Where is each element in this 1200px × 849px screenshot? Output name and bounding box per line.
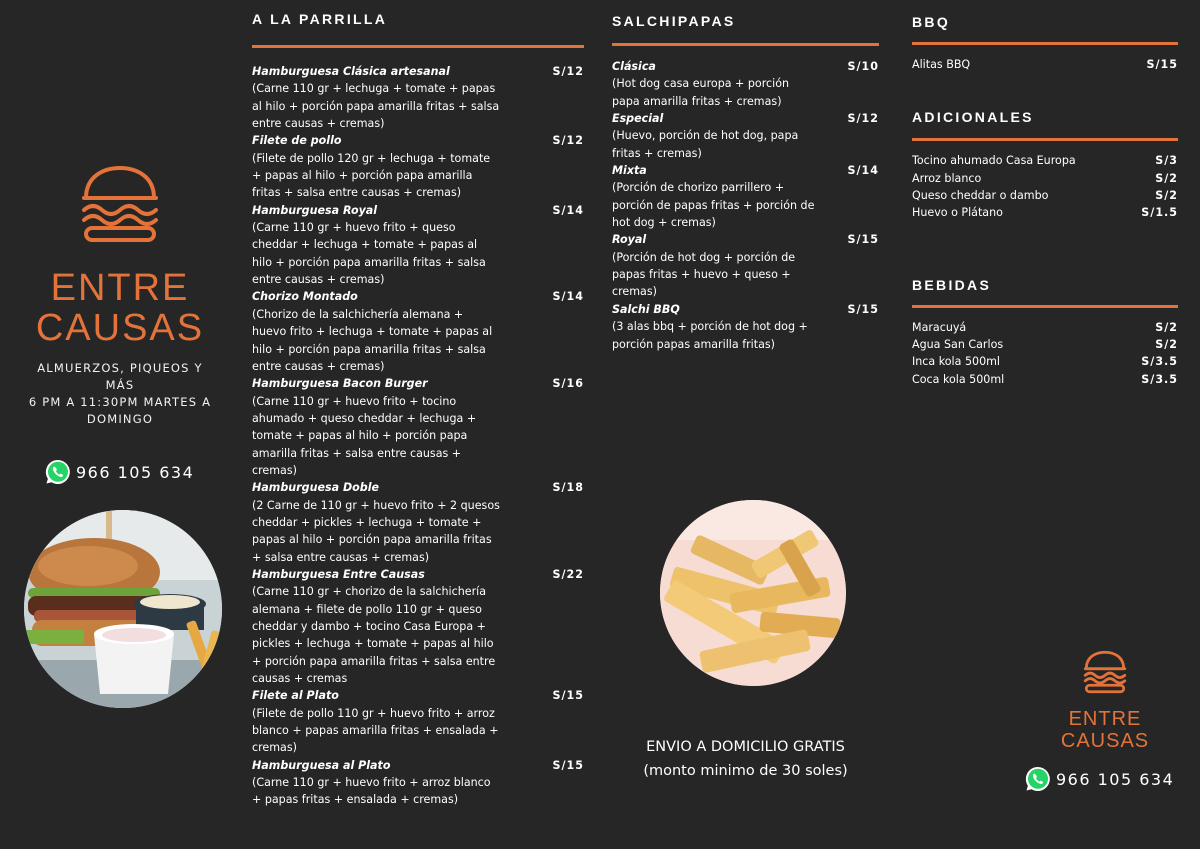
bebidas-section: [912, 277, 1178, 388]
item-name: Agua San Carlos: [912, 338, 1004, 352]
fries-photo-graphic: [660, 500, 846, 686]
whatsapp-icon: [1024, 765, 1052, 793]
brand-column: [0, 0, 240, 849]
item-price: S/2: [1155, 320, 1178, 334]
item-name: Hamburguesa Royal: [252, 203, 378, 217]
menu-item: [912, 371, 1178, 388]
delivery-note: [612, 735, 879, 783]
item-description: (2 Carne de 110 gr + huevo frito + 2 quesos cheddar + pickles + lechuga + tomate + papas al hilo + porción papa amarilla fritas + salsa entre causas + cremas): [252, 498, 500, 564]
item-name: Hamburguesa Entre Causas: [252, 567, 425, 581]
item-description: (Carne 110 gr + huevo frito + tocino ahumado + queso cheddar + lechuga + tomate + papas al hilo + porción papa amarilla fritas + salsa entre causas + cremas): [252, 394, 477, 477]
menu-item: [912, 353, 1178, 370]
item-name: Chorizo Montado: [252, 290, 358, 304]
phone-contact[interactable]: [1024, 765, 1174, 793]
menu-item: [612, 110, 879, 162]
item-name: Hamburguesa al Plato: [252, 758, 391, 772]
item-name: Arroz blanco: [912, 171, 982, 185]
bbq-title: BBQ: [912, 14, 951, 30]
salchipapas-title: SALCHIPAPAS: [612, 13, 736, 29]
bbq-divider: [912, 42, 1178, 45]
item-price: S/1.5: [1141, 206, 1178, 220]
menu-item: [252, 566, 584, 687]
item-description: (Carne 110 gr + huevo frito + queso cheddar + lechuga + tomate + papas al hilo + porción papa amarilla fritas + salsa entre causas + cremas): [252, 221, 486, 287]
item-price: S/2: [1155, 338, 1178, 352]
item-name: Salchi BBQ: [612, 302, 680, 316]
brand-tagline: [28, 360, 212, 428]
brand-title-small: [1024, 708, 1186, 752]
item-name: Hamburguesa Clásica artesanal: [252, 65, 450, 78]
menu-item: [612, 301, 879, 353]
item-description: (Hot dog casa europa + porción papa amarilla fritas + cremas): [612, 77, 790, 108]
parrilla-section: [252, 0, 584, 809]
menu-item: [252, 479, 584, 566]
item-name: Tocino ahumado Casa Europa: [912, 154, 1076, 168]
menu-item: [912, 336, 1178, 353]
item-name: Hamburguesa Doble: [252, 481, 380, 495]
bebidas-divider: [912, 305, 1178, 308]
item-name: Filete de pollo: [252, 134, 342, 148]
bbq-section: [912, 14, 1178, 73]
item-name: Inca kola 500ml: [912, 355, 1001, 369]
item-description: (Carne 110 gr + huevo frito + arroz blanco + papas fritas + ensalada + cremas): [252, 776, 491, 807]
menu-item: [252, 375, 584, 479]
menu-item: [912, 319, 1178, 336]
brand-title-line1: ENTRE: [1068, 708, 1142, 730]
menu-item: [612, 58, 879, 110]
delivery-line1: ENVIO A DOMICILIO GRATIS: [646, 739, 845, 755]
item-description: (3 alas bbq + porción de hot dog + porción papas amarilla fritas): [612, 320, 808, 351]
brand-title: [0, 268, 240, 348]
item-price: S/15: [847, 302, 879, 316]
adicionales-section: [912, 109, 1178, 221]
item-price: S/3.5: [1141, 372, 1178, 386]
item-description: (Porción de chorizo parrillero + porción de papas fritas + porción de hot dog + cremas): [612, 181, 815, 230]
item-price: S/12: [552, 134, 584, 148]
parrilla-title: A LA PARRILLA: [252, 11, 388, 27]
item-name: Queso cheddar o dambo: [912, 189, 1049, 203]
tagline-line: DOMINGO: [86, 412, 154, 426]
menu-item: [612, 231, 879, 300]
menu-item: [252, 202, 584, 289]
menu-item: [252, 757, 584, 809]
fries-photo: [660, 500, 846, 686]
menu-item: [252, 687, 584, 756]
burger-photo-graphic: [24, 510, 222, 708]
item-name: Mixta: [612, 164, 647, 178]
menu-item: [252, 132, 584, 201]
item-price: S/22: [552, 567, 584, 581]
item-description: (Filete de pollo 120 gr + lechuga + tomate + papas al hilo + porción papa amarilla fritas + salsa entre causas + cremas): [252, 151, 491, 200]
whatsapp-icon: [44, 458, 72, 486]
phone-number: 966 105 634: [1056, 769, 1175, 789]
item-name: Maracuyá: [912, 320, 967, 334]
item-price: S/16: [552, 377, 584, 391]
item-name: Huevo o Plátano: [912, 206, 1003, 220]
item-name: Especial: [612, 112, 664, 126]
item-price: S/3.5: [1141, 355, 1178, 369]
item-name: Alitas BBQ: [912, 58, 971, 71]
item-description: (Filete de pollo 110 gr + huevo frito + arroz blanco + papas amarilla fritas + ensalada + cremas): [252, 706, 499, 755]
item-description: (Carne 110 gr + lechuga + tomate + papas al hilo + porción papa amarilla fritas + salsa entre causas + cremas): [252, 82, 500, 131]
menu-item: [912, 187, 1178, 204]
adicionales-divider: [912, 138, 1178, 141]
right-column: [912, 0, 1178, 388]
item-description: (Huevo, porción de hot dog, papa fritas + cremas): [612, 129, 799, 160]
burger-logo-icon: [80, 164, 160, 244]
parrilla-divider: [252, 45, 584, 48]
item-name: Royal: [612, 233, 647, 247]
item-name: Hamburguesa Bacon Burger: [252, 377, 428, 391]
item-description: (Carne 110 gr + chorizo de la salchichería alemana + filete de pollo 110 gr + queso cheddar y dambo + tocino Casa Europa + pickles + lechuga + tomate + papas al hilo + porción papa amarilla fritas + salsa entre causas + cremas: [252, 585, 496, 686]
menu-item: [252, 288, 584, 375]
tagline-line: 6 PM A 11:30PM MARTES A: [28, 395, 212, 409]
item-price: S/12: [847, 112, 879, 126]
item-price: S/3: [1155, 154, 1178, 168]
item-price: S/2: [1155, 189, 1178, 203]
brand-title-line1: ENTRE: [50, 267, 190, 309]
menu-item: [612, 162, 879, 231]
brand-title-line2: CAUSAS: [35, 307, 205, 349]
item-price: S/14: [552, 203, 584, 217]
item-price: S/10: [847, 60, 879, 73]
salchipapas-section: [612, 0, 879, 353]
delivery-line2: (monto minimo de 30 soles): [643, 763, 848, 779]
phone-contact[interactable]: [44, 458, 194, 486]
item-price: S/14: [552, 290, 584, 304]
item-description: (Chorizo de la salchichería alemana + huevo frito + lechuga + tomate + papas al hilo + porción papa amarilla fritas + salsa entre causas + cremas): [252, 307, 493, 373]
salchipapas-divider: [612, 43, 879, 46]
burger-photo: [24, 510, 222, 708]
item-price: S/15: [1146, 58, 1178, 71]
item-price: S/15: [552, 689, 584, 703]
item-price: S/14: [847, 164, 879, 178]
item-price: S/2: [1155, 171, 1178, 185]
item-price: S/12: [552, 65, 584, 78]
tagline-line: MÁS: [105, 378, 135, 392]
menu-item: [912, 152, 1178, 169]
phone-number: 966 105 634: [76, 462, 195, 482]
item-name: Coca kola 500ml: [912, 372, 1005, 386]
item-price: S/15: [552, 758, 584, 772]
menu-item: [912, 56, 1178, 73]
menu-item: [912, 170, 1178, 187]
salchipapas-list: [612, 58, 879, 353]
adicionales-title: ADICIONALES: [912, 109, 1034, 126]
item-name: Clásica: [612, 60, 656, 73]
item-price: S/18: [552, 481, 584, 495]
tagline-line: ALMUERZOS, PIQUEOS Y: [37, 361, 203, 375]
item-price: S/15: [847, 233, 879, 247]
menu-item: [252, 63, 584, 132]
bebidas-title: BEBIDAS: [912, 276, 992, 293]
item-description: (Porción de hot dog + porción de papas fritas + huevo + queso + cremas): [612, 250, 796, 299]
item-name: Filete al Plato: [252, 689, 339, 703]
burger-logo-icon: [1083, 650, 1127, 694]
menu-item: [912, 204, 1178, 221]
brand-title-line2: CAUSAS: [1060, 730, 1150, 752]
parrilla-list: [252, 63, 584, 809]
